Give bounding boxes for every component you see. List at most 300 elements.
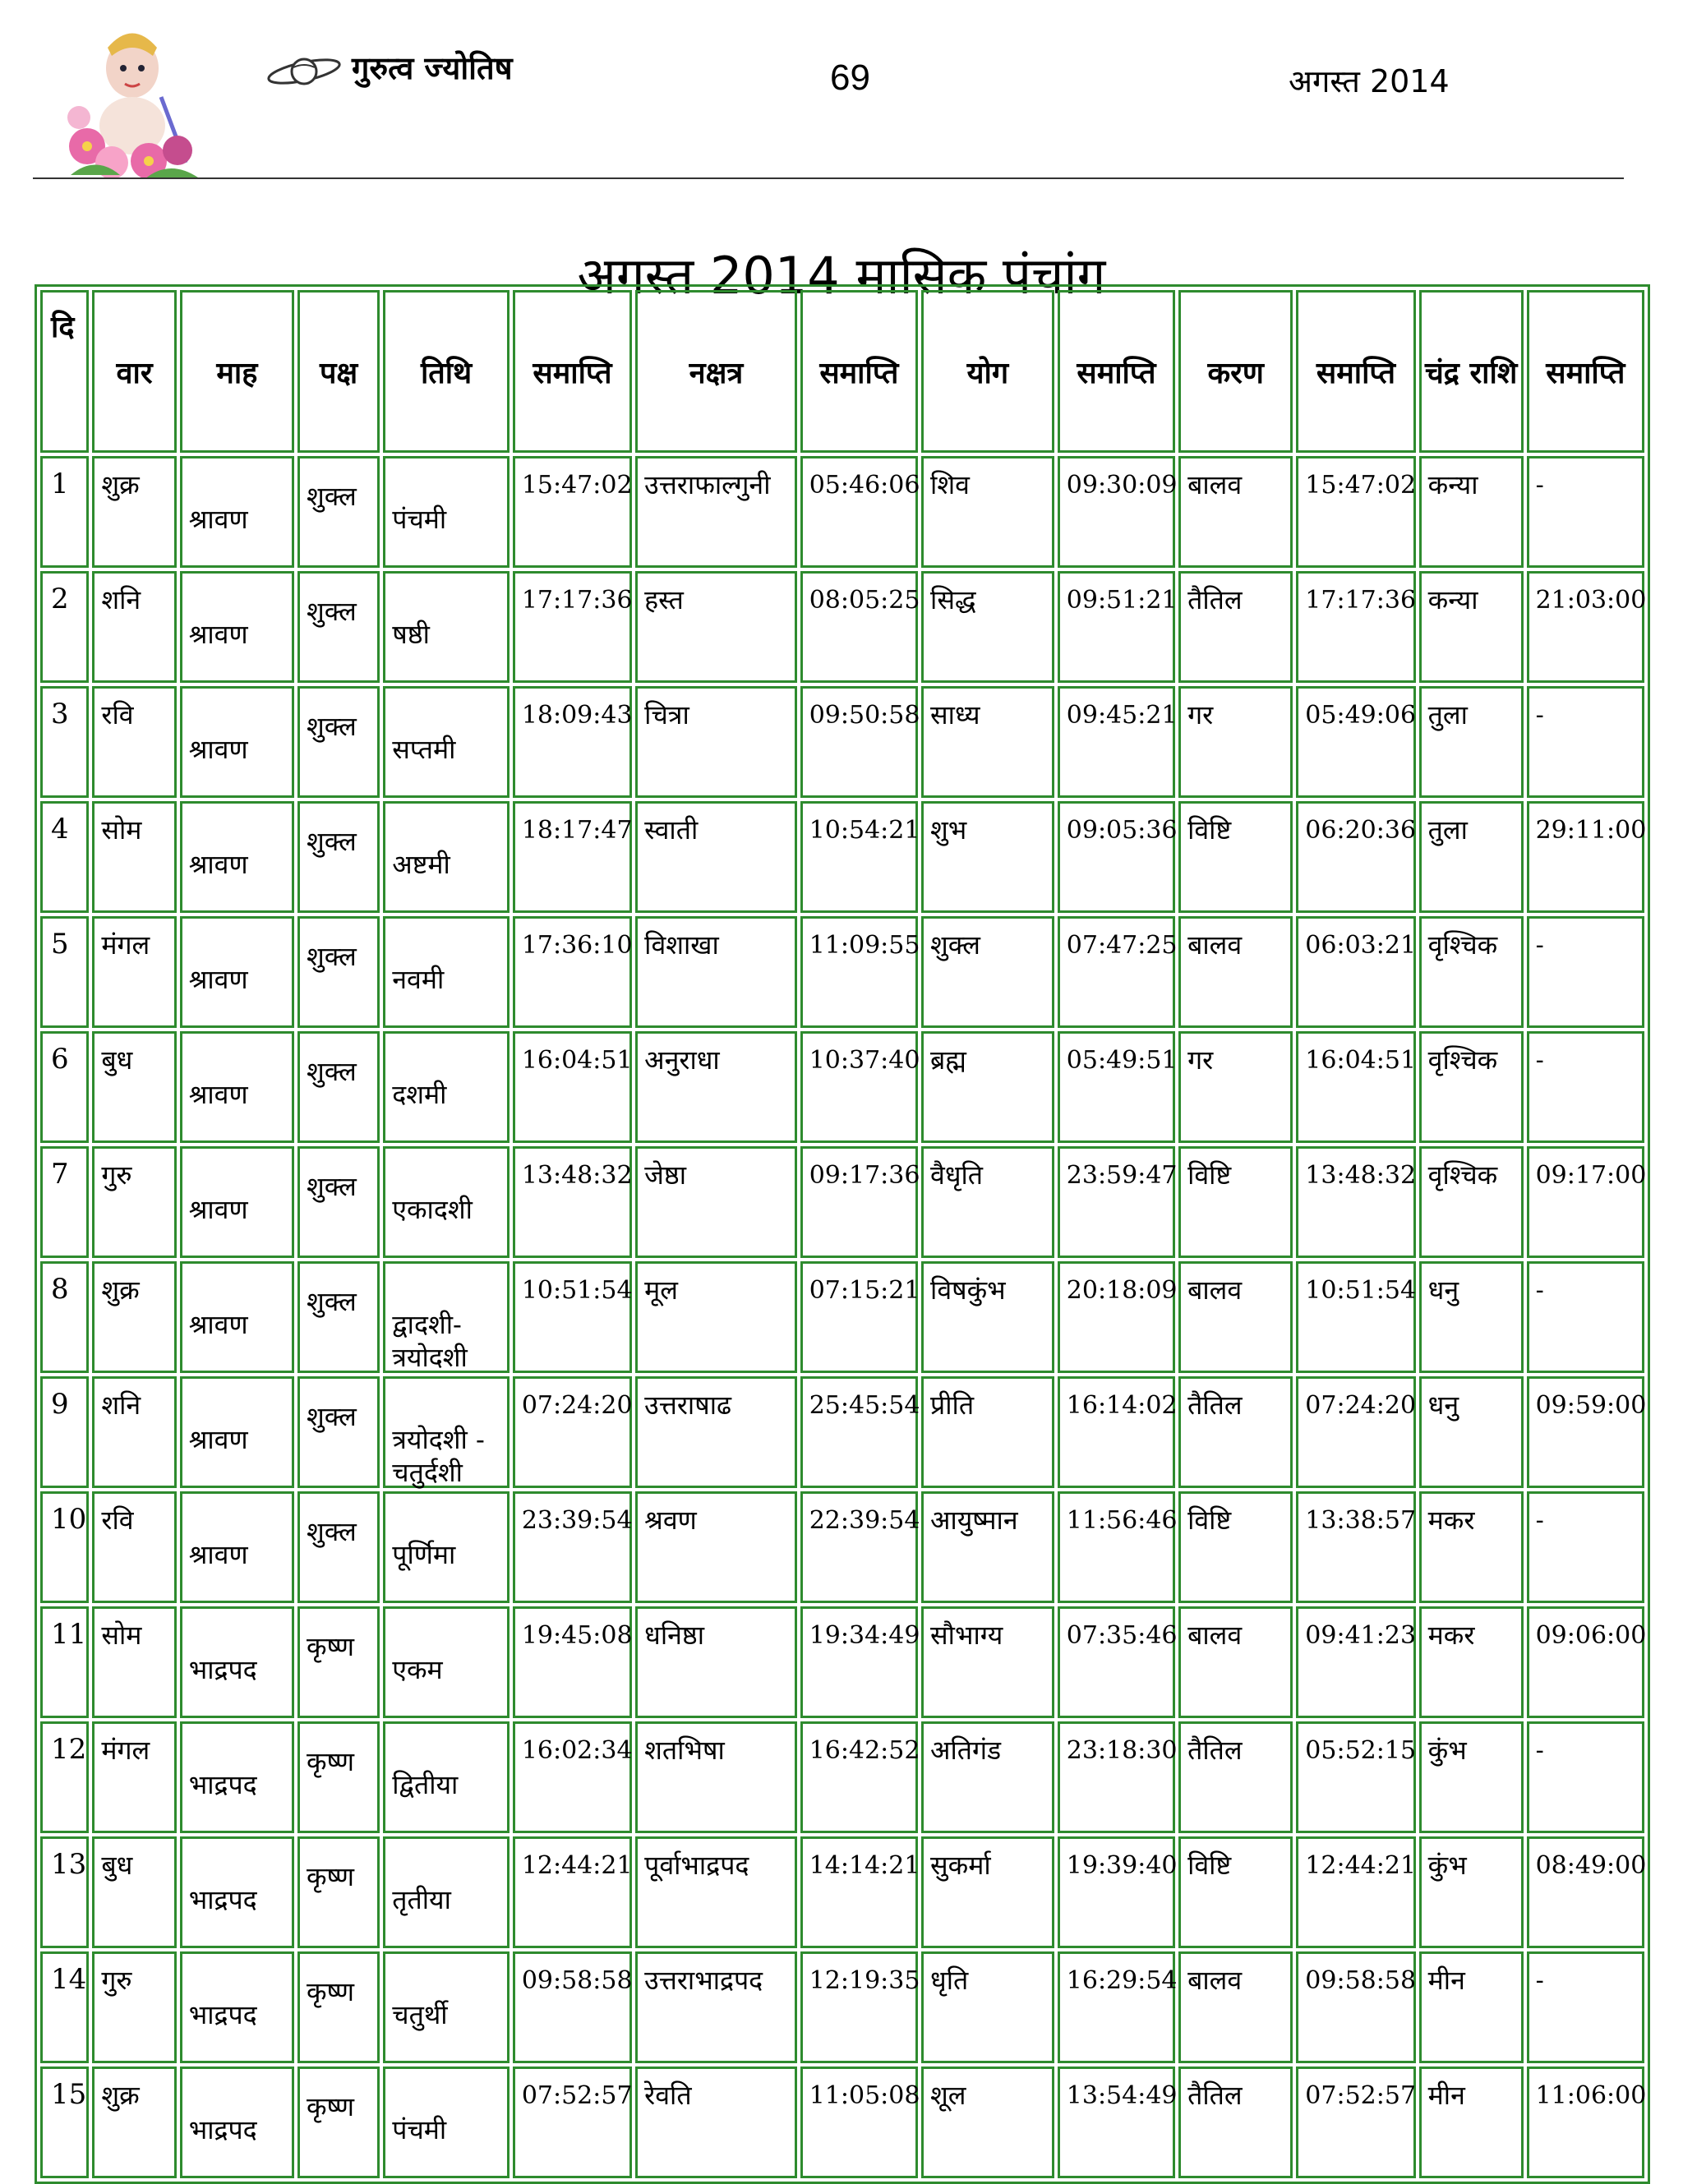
table-cell (1058, 1606, 1178, 1718)
table-cell (635, 1721, 797, 1833)
table-cell (1419, 1836, 1524, 1948)
table-cell (921, 1031, 1054, 1143)
cell-text: श्रवण (644, 1504, 697, 1536)
table-cell (180, 1491, 294, 1603)
cell-text: - (1535, 1506, 1544, 1535)
cell-text: एकम (392, 1654, 443, 1685)
table-cell (1178, 916, 1293, 1028)
table-row (40, 1836, 1644, 1948)
cell-text: 23:39:54 (521, 1506, 633, 1535)
cell-text: श्रावण (188, 964, 248, 995)
cell-text: 20:18:09 (1066, 1276, 1178, 1305)
table-cell (1419, 801, 1524, 913)
table-cell (1296, 1836, 1415, 1948)
cell-text: सुकर्मा (930, 1850, 991, 1881)
table-cell (1296, 1031, 1415, 1143)
column-header: करण (1178, 290, 1293, 453)
table-cell (635, 1376, 797, 1488)
table-cell (383, 1146, 510, 1258)
table-cell (40, 1376, 89, 1488)
cell-text: 9 (51, 1388, 69, 1421)
table-cell (513, 456, 632, 568)
cell-text: तैतिल (1187, 2080, 1243, 2111)
table-cell (513, 1031, 632, 1143)
cell-text: चतुर्थी (392, 1999, 448, 2030)
table-cell (921, 2067, 1054, 2178)
column-header: नक्षत्र (635, 290, 797, 453)
table-cell (921, 456, 1054, 568)
cell-text: बालव (1187, 1620, 1243, 1651)
cell-text: शुक्ल (306, 941, 357, 972)
table-cell (1419, 916, 1524, 1028)
table-cell (1178, 571, 1293, 683)
table-row (40, 456, 1644, 568)
table-cell (800, 686, 918, 798)
table-cell (297, 2067, 380, 2178)
table-cell (1527, 1721, 1644, 1833)
cell-text: भाद्रपद (188, 2114, 257, 2145)
cell-text: 19:34:49 (809, 1621, 920, 1650)
cell-text: विष्टि (1187, 1504, 1232, 1536)
table-cell (297, 456, 380, 568)
cell-text: 09:51:21 (1066, 586, 1178, 615)
table-cell (921, 801, 1054, 913)
cell-text: शुक्ल (306, 1171, 357, 1202)
cell-text: भाद्रपद (188, 1999, 257, 2030)
table-cell (383, 1951, 510, 2063)
cell-text: वृश्चिक (1427, 1159, 1498, 1191)
table-cell (1419, 571, 1524, 683)
table-cell (635, 456, 797, 568)
cell-text: 11:05:08 (809, 2081, 920, 2110)
table-cell (92, 1836, 176, 1948)
table-cell (1527, 1261, 1644, 1373)
header-month: अगस्त 2014 (1289, 63, 1450, 99)
table-cell (921, 1836, 1054, 1948)
table-cell (513, 1606, 632, 1718)
cell-text: शुभ (930, 814, 967, 845)
table-cell (921, 1721, 1054, 1833)
cell-text: शुक्ल (306, 1056, 357, 1087)
table-cell (800, 571, 918, 683)
table-cell (1058, 686, 1178, 798)
cell-text: बालव (1187, 929, 1243, 961)
table-cell (297, 1261, 380, 1373)
cell-text: 12:44:21 (521, 1851, 633, 1880)
cell-text: 15 (51, 2078, 87, 2111)
table-cell (383, 1261, 510, 1373)
cell-text: उत्तराफाल्गुनी (644, 469, 771, 500)
table-cell (180, 801, 294, 913)
table-cell (1419, 1376, 1524, 1488)
cell-text: शुक्ल (306, 711, 357, 742)
cell-text: तुला (1427, 699, 1468, 730)
cell-text: जेष्ठा (644, 1159, 687, 1191)
table-cell (1296, 1146, 1415, 1258)
table-row (40, 2067, 1644, 2178)
cell-text: शूल (930, 2080, 966, 2111)
table-cell (1527, 686, 1644, 798)
column-header: समाप्ति (1527, 290, 1644, 453)
cell-text: 09:59:00 (1535, 1391, 1647, 1420)
table-cell (92, 571, 176, 683)
cell-text: 07:15:21 (809, 1276, 920, 1305)
table-cell (40, 571, 89, 683)
table-cell (297, 916, 380, 1028)
cell-text: श्रावण (188, 619, 248, 650)
cell-text: शुक्ल (306, 481, 357, 512)
cell-text: 10:51:54 (521, 1276, 633, 1305)
cell-text: कन्या (1427, 584, 1478, 615)
cell-text: शुक्ल (306, 1286, 357, 1317)
cell-text: पूर्णिमा (392, 1539, 456, 1570)
table-cell (297, 1031, 380, 1143)
table-cell (383, 1491, 510, 1603)
cell-text: ब्रह्म (930, 1044, 966, 1076)
cell-text: 09:30:09 (1066, 471, 1178, 500)
cell-text: विशाखा (644, 929, 719, 961)
cell-text: मकर (1427, 1620, 1475, 1651)
cell-text: 14:14:21 (809, 1851, 920, 1880)
table-cell (92, 1031, 176, 1143)
cell-text: 2 (51, 583, 69, 615)
cell-text: श्रावण (188, 1194, 248, 1225)
cell-text: 08:05:25 (809, 586, 920, 615)
cell-text: 09:06:00 (1535, 1621, 1647, 1650)
table-cell (297, 571, 380, 683)
table-cell (1058, 1836, 1178, 1948)
cell-text: 09:17:00 (1535, 1161, 1647, 1190)
table-cell (180, 1146, 294, 1258)
cell-text: बुध (101, 1850, 133, 1881)
cell-text: श्रावण (188, 1539, 248, 1570)
cell-text: उत्तराभाद्रपद (644, 1965, 763, 1996)
cell-text: 07:24:20 (1305, 1391, 1417, 1420)
table-row (40, 1491, 1644, 1603)
cell-text: गर (1187, 699, 1214, 730)
cell-text: भाद्रपद (188, 1769, 257, 1800)
table-cell (1178, 1261, 1293, 1373)
cell-text: 08:49:00 (1535, 1851, 1647, 1880)
table-cell (635, 1606, 797, 1718)
cell-text: शुक्ल (930, 929, 980, 961)
table-cell (513, 1261, 632, 1373)
table-cell (1296, 1491, 1415, 1603)
table-cell (92, 1951, 176, 2063)
cell-text: उत्तराषाढ (644, 1389, 731, 1421)
cell-text: कुंभ (1427, 1735, 1467, 1766)
table-cell (635, 571, 797, 683)
table-cell (513, 1491, 632, 1603)
table-cell (513, 1146, 632, 1258)
table-cell (513, 571, 632, 683)
cell-text: शनि (101, 1389, 141, 1421)
table-cell (800, 2067, 918, 2178)
planet-icon (263, 51, 345, 92)
table-header-row (40, 290, 1644, 453)
cell-text: अतिगंड (930, 1735, 1002, 1766)
table-cell (1419, 1491, 1524, 1603)
table-cell (800, 1721, 918, 1833)
table-cell (1296, 2067, 1415, 2178)
cell-text: गर (1187, 1044, 1214, 1076)
table-cell (1178, 1836, 1293, 1948)
cell-text: बालव (1187, 1274, 1243, 1306)
table-cell (383, 571, 510, 683)
table-cell (297, 801, 380, 913)
cell-text: 3 (51, 698, 69, 730)
cell-text: 10:51:54 (1305, 1276, 1417, 1305)
table-cell (1178, 2067, 1293, 2178)
table-cell (383, 456, 510, 568)
cell-text: शुक्ल (306, 826, 357, 857)
table-cell (921, 1606, 1054, 1718)
table-cell (513, 686, 632, 798)
cell-text: आयुष्मान (930, 1504, 1018, 1536)
cell-text: रवि (101, 699, 134, 730)
table-row (40, 1721, 1644, 1833)
cell-text: मकर (1427, 1504, 1475, 1536)
table-cell (921, 1491, 1054, 1603)
cell-text: पूर्वाभाद्रपद (644, 1850, 749, 1881)
cell-text: तैतिल (1187, 1735, 1243, 1766)
cell-text: - (1535, 1736, 1544, 1765)
cell-text: 16:14:02 (1066, 1391, 1178, 1420)
table-cell (1296, 571, 1415, 683)
table-cell (1058, 456, 1178, 568)
cell-text: 07:24:20 (521, 1391, 633, 1420)
table-cell (1296, 801, 1415, 913)
table-cell (1527, 1606, 1647, 1718)
table-cell (800, 1606, 918, 1718)
table-cell (40, 1951, 89, 2063)
cell-text: श्रावण (188, 1424, 248, 1455)
cell-text: 11:06:00 (1535, 2081, 1647, 2110)
cell-text: कृष्ण (306, 2091, 354, 2122)
table-cell (1419, 2067, 1524, 2178)
cell-text: सोम (101, 1620, 142, 1651)
table-cell (297, 1951, 380, 2063)
cell-text: 09:05:36 (1066, 816, 1178, 845)
cell-text: चित्रा (644, 699, 689, 730)
cell-text: 06:03:21 (1305, 931, 1417, 960)
cell-text: 05:49:06 (1305, 701, 1417, 730)
cell-text: 4 (51, 813, 69, 845)
cell-text: 16:04:51 (1305, 1046, 1417, 1075)
table-row (40, 1146, 1644, 1258)
cell-text: शुक्र (101, 469, 140, 500)
table-cell (1058, 1031, 1178, 1143)
cell-text: शुक्र (101, 2080, 140, 2111)
cell-text: 18:09:43 (521, 701, 633, 730)
table-cell (1527, 1146, 1647, 1258)
cell-text: कृष्ण (306, 1631, 354, 1662)
table-cell (1527, 571, 1647, 683)
cell-text: 10 (51, 1503, 87, 1536)
table-cell (921, 1951, 1054, 2063)
table-cell (800, 456, 918, 568)
cell-text: 15:47:02 (521, 471, 633, 500)
table-cell (1058, 1261, 1178, 1373)
table-cell (1178, 456, 1293, 568)
cell-text: मीन (1427, 1965, 1465, 1996)
table-cell (921, 916, 1054, 1028)
table-cell (513, 1721, 632, 1833)
column-header: वार (92, 290, 176, 453)
table-cell (180, 2067, 294, 2178)
cell-text: 16:02:34 (521, 1736, 633, 1765)
table-cell (297, 1491, 380, 1603)
cell-text: तैतिल (1187, 1389, 1243, 1421)
cell-text: 09:58:58 (521, 1966, 633, 1995)
table-cell (1178, 1721, 1293, 1833)
column-header: दि (40, 290, 89, 453)
cell-text: अष्टमी (392, 849, 450, 880)
table-cell (40, 1606, 89, 1718)
cell-text: शनि (101, 584, 141, 615)
table-cell (40, 1721, 89, 1833)
table-cell (635, 1031, 797, 1143)
cell-text: 17:36:10 (521, 931, 633, 960)
table-cell (1178, 1031, 1293, 1143)
cell-text: श्रावण (188, 849, 248, 880)
table-cell (1527, 1376, 1647, 1488)
cell-text: बालव (1187, 469, 1243, 500)
table-cell (800, 1376, 918, 1488)
cell-text: तैतिल (1187, 584, 1243, 615)
table-cell (1296, 456, 1415, 568)
cell-text: 19:45:08 (521, 1621, 633, 1650)
table-cell (383, 916, 510, 1028)
table-cell (1296, 686, 1415, 798)
table-cell (921, 686, 1054, 798)
cell-text: 17:17:36 (521, 586, 633, 615)
cell-text: रवि (101, 1504, 134, 1536)
cell-text: 17:17:36 (1305, 586, 1417, 615)
brand-name: गुरुत्व ज्योतिष (352, 50, 513, 86)
column-header: पक्ष (297, 290, 380, 453)
table-cell (1527, 1491, 1644, 1603)
table-cell (800, 1146, 918, 1258)
page-header (0, 0, 1683, 181)
cell-text: 18:17:47 (521, 816, 633, 845)
table-cell (635, 1951, 797, 2063)
table-cell (800, 1031, 918, 1143)
table-row (40, 1951, 1644, 2063)
table-row (40, 1376, 1644, 1488)
table-cell (383, 1376, 510, 1488)
table-cell (40, 1261, 89, 1373)
cell-text: 13:48:32 (521, 1161, 633, 1190)
cell-text: रेवति (644, 2080, 692, 2111)
cell-text: 7 (51, 1158, 69, 1191)
cell-text: पंचमी (392, 504, 447, 535)
table-cell (180, 1031, 294, 1143)
cell-text: 07:52:57 (521, 2081, 633, 2110)
cell-text: 09:50:58 (809, 701, 920, 730)
table-cell (635, 2067, 797, 2178)
cell-text: विष्टि (1187, 1159, 1232, 1191)
cell-text: द्वादशी-त्रयोदशी (392, 1309, 468, 1373)
table-cell (180, 1606, 294, 1718)
table-row (40, 916, 1644, 1028)
table-cell (1527, 456, 1644, 568)
cell-text: 09:45:21 (1066, 701, 1178, 730)
cell-text: 16:04:51 (521, 1046, 633, 1075)
table-cell (383, 1606, 510, 1718)
cell-text: 19:39:40 (1066, 1851, 1178, 1880)
column-header: समाप्ति (513, 290, 632, 453)
table-row (40, 801, 1644, 913)
table-cell (40, 686, 89, 798)
table-cell (92, 2067, 176, 2178)
cell-text: गुरु (101, 1159, 132, 1191)
table-cell (1527, 1031, 1644, 1143)
table-cell (1058, 2067, 1178, 2178)
column-header: तिथि (383, 290, 510, 453)
table-cell (513, 916, 632, 1028)
cell-text: धृति (930, 1965, 969, 1996)
table-cell (92, 1261, 176, 1373)
cell-text: सोम (101, 814, 142, 845)
cell-text: वृश्चिक (1427, 1044, 1498, 1076)
cell-text: - (1535, 1966, 1544, 1995)
cell-text: 21:03:00 (1535, 586, 1647, 615)
table-cell (1058, 571, 1178, 683)
table-cell (1419, 686, 1524, 798)
table-cell (383, 2067, 510, 2178)
cell-text: 13:54:49 (1066, 2081, 1178, 2110)
table-cell (800, 916, 918, 1028)
table-cell (92, 1606, 176, 1718)
cell-text: 12 (51, 1733, 87, 1766)
cell-text: तृतीया (392, 1884, 451, 1915)
cell-text: हस्त (644, 584, 684, 615)
cell-text: 5 (51, 928, 69, 961)
cell-text: कन्या (1427, 469, 1478, 500)
table-cell (92, 686, 176, 798)
table-row (40, 1031, 1644, 1143)
table-cell (513, 801, 632, 913)
table-cell (383, 1721, 510, 1833)
table-cell (40, 801, 89, 913)
cell-text: शुक्र (101, 1274, 140, 1306)
table-cell (297, 1836, 380, 1948)
table-cell (92, 456, 176, 568)
cell-text: शुक्ल (306, 1516, 357, 1547)
cell-text: 25:45:54 (809, 1391, 920, 1420)
table-cell (1178, 1491, 1293, 1603)
table-cell (297, 1376, 380, 1488)
table-cell (1419, 1261, 1524, 1373)
table-cell (180, 1951, 294, 2063)
table-cell (180, 1836, 294, 1948)
table-cell (383, 801, 510, 913)
table-cell (1178, 1606, 1293, 1718)
table-cell (1296, 916, 1415, 1028)
cell-text: विष्टि (1187, 1850, 1232, 1881)
table-cell (635, 1836, 797, 1948)
table-cell (180, 1261, 294, 1373)
table-cell (800, 1261, 918, 1373)
cell-text: 11 (51, 1618, 87, 1651)
cell-text: धनु (1427, 1274, 1459, 1306)
cell-text: 07:35:46 (1066, 1621, 1178, 1650)
cell-text: सप्तमी (392, 734, 456, 765)
table-cell (180, 456, 294, 568)
column-header: चंद्र राशि (1419, 290, 1524, 453)
cell-text: मूल (644, 1274, 679, 1306)
